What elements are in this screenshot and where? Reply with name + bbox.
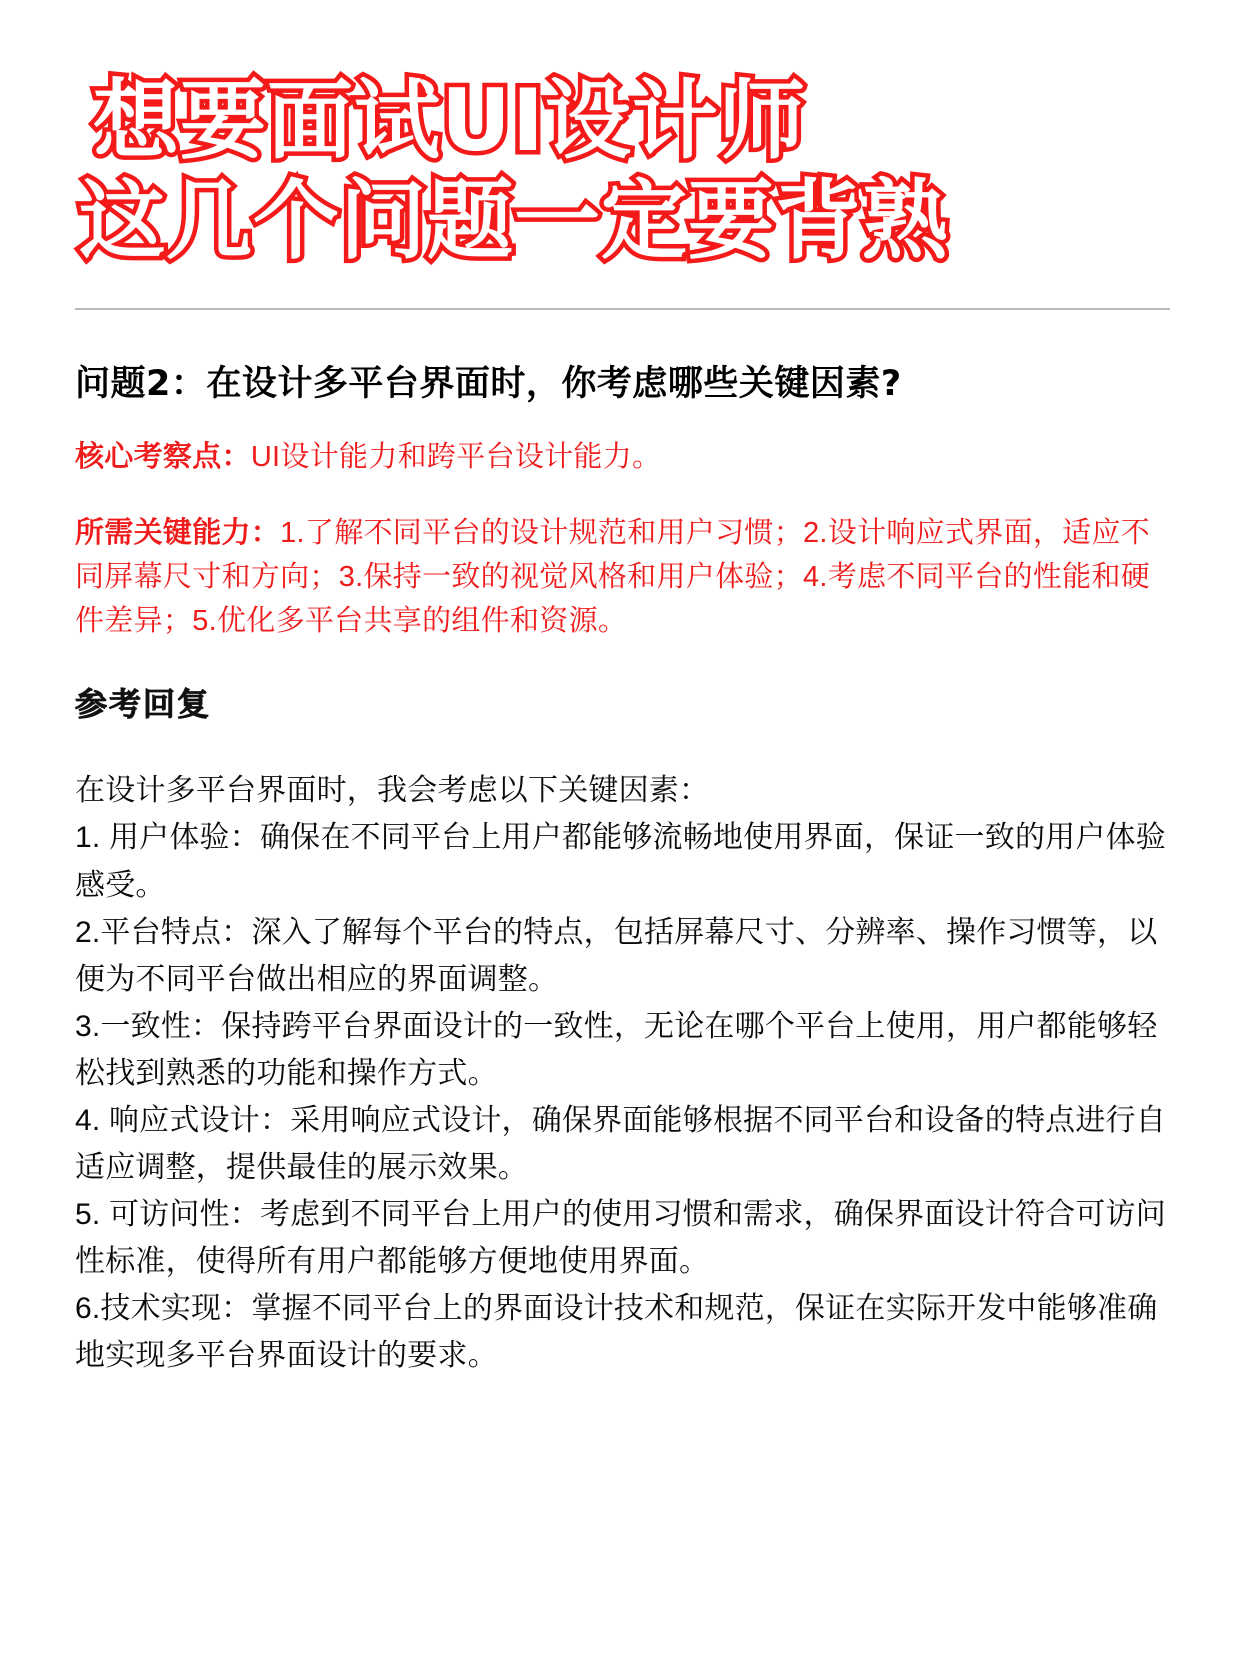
core-point-section — [75, 435, 1170, 479]
key-abilities-section — [75, 511, 1170, 643]
core-point-text: UI设计能力和跨平台设计能力。 — [250, 441, 662, 473]
core-point-label: 核心考察点： — [75, 441, 251, 473]
answer-paragraph: 3.一致性：保持跨平台界面设计的一致性，无论在哪个平台上使用，用户都能够轻松找到熟悉的功能和操作方式。 — [75, 1009, 1158, 1090]
answer-paragraph: 4. 响应式设计：采用响应式设计，确保界面能够根据不同平台和设备的特点进行自适应调整，提供最佳的展示效果。 — [75, 1103, 1166, 1185]
answer-paragraph: 在设计多平台界面时，我会考虑以下关键因素： — [75, 774, 710, 808]
answer-paragraph: 6.技术实现：掌握不同平台上的界面设计技术和规范，保证在实际开发中能够准确地实现多平台界面设计的要求。 — [75, 1292, 1158, 1373]
title-line-2: 这几个问题一定要背熟 — [79, 170, 949, 271]
header-divider — [75, 308, 1170, 310]
reference-heading: 参考回复 — [75, 685, 212, 724]
title-line-1: 想要面试UI设计师 — [93, 71, 806, 171]
answer-paragraph: 1. 用户体验：确保在不同平台上用户都能够流畅地使用界面，保证一致的用户体验感受。 — [75, 821, 1166, 902]
question-heading: 问题2：在设计多平台界面时，你考虑哪些关键因素? — [75, 363, 902, 404]
key-abilities-label: 所需关键能力： — [75, 517, 281, 550]
key-abilities-text: 1.了解不同平台的设计规范和用户习惯；2.设计响应式界面，适应不同屏幕尺寸和方向；3.保持一致的视觉风格和用户体验；4.考虑不同平台的性能和硬件差异；5.优化多平台共享的组件和资源。 — [75, 517, 1151, 638]
reference-answer — [75, 767, 1170, 1379]
answer-paragraph: 2.平台特点：深入了解每个平台的特点，包括屏幕尺寸、分辨率、操作习惯等，以便为不同平台做出相应的界面调整。 — [75, 915, 1158, 996]
answer-paragraph: 5. 可访问性：考虑到不同平台上用户的使用习惯和需求，确保界面设计符合可访问性标准，使得所有用户都能够方便地使用界面。 — [75, 1198, 1166, 1279]
title-block — [75, 0, 1170, 272]
